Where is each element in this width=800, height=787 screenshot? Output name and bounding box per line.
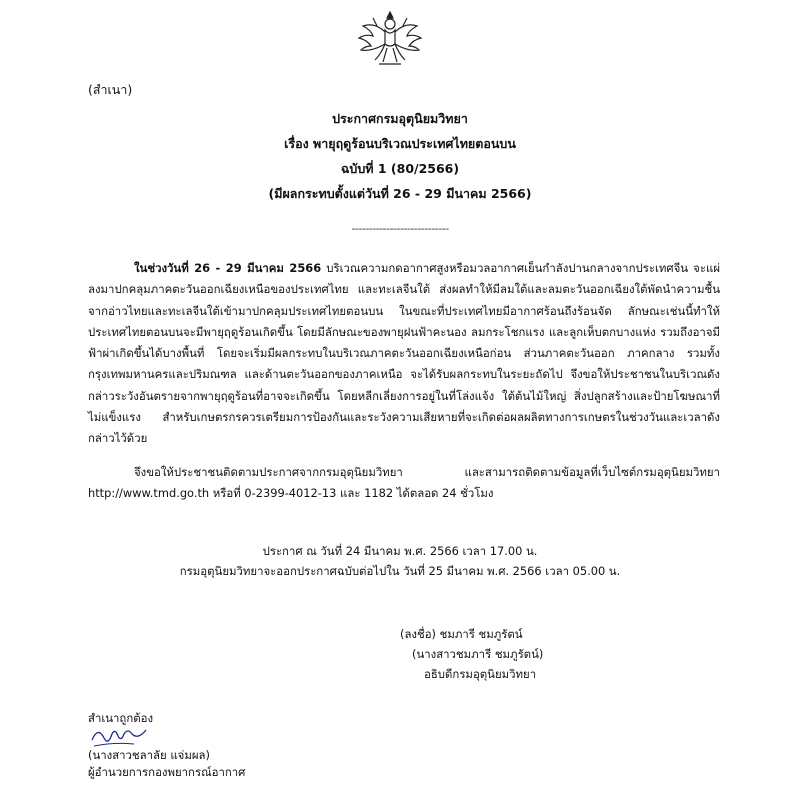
- body-paragraph-text: บริเวณความกดอากาศสูงหรือมวลอากาศเย็นกำลังปานกลางจากประเทศจีน จะแผ่ลงมาปกคลุมภาคตะวันออกเฉียงเหนือของประเทศไทย และทะเลจีนใต้ ส่งผลทำให้มีลมใต้และลมตะวันออกเฉียงใต้พัดนำความชื้นจากอ่าวไทยและทะเลจีนใต้เข้ามาปกคลุมประเทศไทยตอนบน ในขณะที่ประเทศไทยมีอากาศร้อนถึงร้อนจัด ลักษณะเช่นนี้ทำให้ประเทศไทยตอนบนจะมีพายุฤดูร้อนเกิดขึ้น โดยมีลักษณะของพายุฝนฟ้าคะนอง ลมกระโชกแรง และลูกเห็บตกบางแห่ง รวมถึงอาจมีฟ้าผ่าเกิดขึ้นได้บางพื้นที่ โดยจะเริ่มมีผลกระทบในบริเวณภาคตะวันออกเฉียงเหนือก่อน ส่วนภาคตะวันออก ภาคกลาง รวมทั้งกรุงเทพมหานครและปริมณฑล และด้านตะวันออกของภาคเหนือ จะได้รับผลกระทบในระยะถัดไป จึงขอให้ประชาชนในบริเวณดังกล่าวระวังอันตรายจากพายุฤดูร้อนที่อาจจะเกิดขึ้น โดยหลีกเลี่ยงการอยู่ในที่โล่งแจ้ง ใต้ต้นไม้ใหญ่ สิ่งปลูกสร้างและป้ายโฆษณาที่ไม่แข็งแรง สำหรับเกษตรกรควรเตรียมการป้องกันและระวังความเสียหายที่จะเกิดต่อผลผลิตทางการเกษตรในช่วงวันและเวลาดังกล่าวไว้ด้วย: [88, 261, 720, 446]
- body-paragraph-2: จึงขอให้ประชาชนติดตามประกาศจากกรมอุตุนิยมวิทยา และสามารถติดตามข้อมูลที่เว็บไซต์กรมอุตุนิยมวิทยา http://www.tmd.go.th หรือที่ 0-2399-4012-13 และ 1182 ได้ตลอด 24 ชั่วโมง: [88, 465, 720, 501]
- certification-name: (นางสาวชลาลัย แจ่มผล): [88, 748, 210, 762]
- announcement-next: กรมอุตุนิยมวิทยาจะออกประกาศฉบับต่อไปใน วันที่ 25 มีนาคม พ.ศ. 2566 เวลา 05.00 น.: [179, 564, 621, 578]
- title-issue-number: ฉบับที่ 1 (80/2566): [340, 161, 460, 176]
- title-agency: ประกาศกรมอุตุนิยมวิทยา: [332, 111, 468, 126]
- certification-label: สำเนาถูกต้อง: [88, 711, 154, 725]
- signature-position: อธิบดีกรมอุตุนิยมวิทยา: [424, 667, 537, 681]
- copy-label: (สำเนา): [88, 82, 133, 97]
- signature-block: [400, 624, 543, 684]
- announcement-title: [0, 106, 800, 206]
- announcement-date: [0, 541, 800, 581]
- announcement-issued: ประกาศ ณ วันที่ 24 มีนาคม พ.ศ. 2566 เวลา 17.00 น.: [262, 544, 538, 558]
- garuda-emblem-icon: [355, 8, 425, 74]
- signature-signed: (ลงชื่อ) ชมภารี ชมภูรัตน์: [400, 627, 523, 641]
- signature-name: (นางสาวชมภารี ชมภูรัตน์): [412, 647, 544, 661]
- title-divider: ----------------------------: [351, 222, 449, 235]
- certification-position: ผู้อำนวยการกองพยากรณ์อากาศ: [88, 765, 246, 779]
- body-paragraph-1: [88, 258, 720, 450]
- body-paragraph-lead: ในช่วงวันที่ 26 - 29 มีนาคม 2566: [134, 261, 322, 275]
- title-effective-period: (มีผลกระทบตั้งแต่วันที่ 26 - 29 มีนาคม 2566): [268, 186, 532, 201]
- title-subject: เรื่อง พายุฤดูร้อนบริเวณประเทศไทยตอนบน: [284, 136, 516, 151]
- certification-block: [88, 710, 245, 781]
